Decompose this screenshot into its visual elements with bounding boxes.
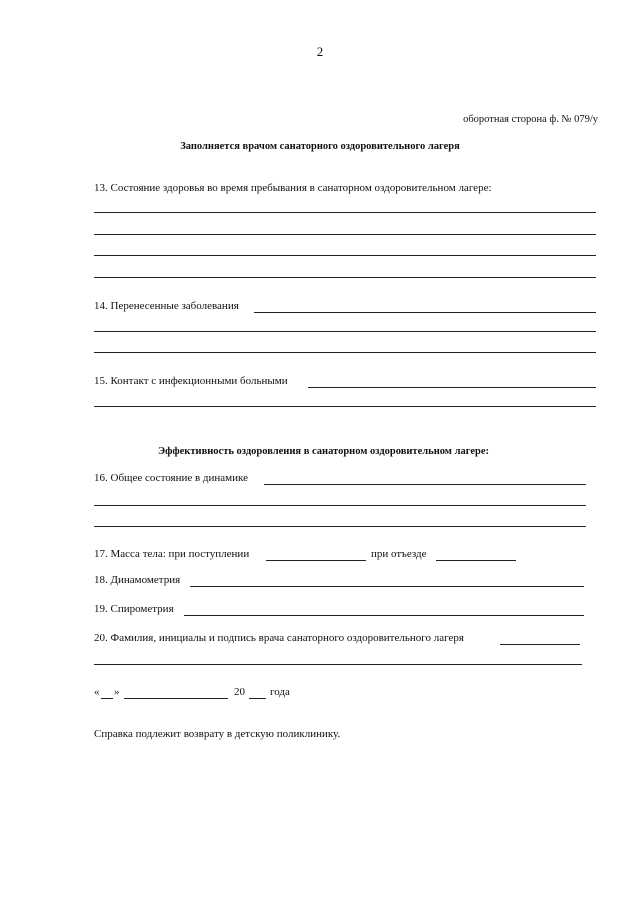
form-reference: оборотная сторона ф. № 079/у: [463, 114, 598, 125]
date-quote-open: «: [94, 686, 100, 698]
item-16-line-2[interactable]: [94, 505, 586, 506]
item-17-exit-label: при отъезде: [371, 548, 427, 560]
item-15-line-1[interactable]: [308, 387, 596, 388]
item-15-label: 15. Контакт с инфекционными больными: [94, 375, 288, 387]
item-16-line-1[interactable]: [264, 484, 586, 485]
page-number: 2: [316, 44, 324, 59]
item-14-line-1[interactable]: [254, 312, 596, 313]
date-month-line[interactable]: [124, 698, 228, 699]
item-18-label: 18. Динамометрия: [94, 574, 181, 586]
item-14-line-3[interactable]: [94, 352, 596, 353]
date-suffix: года: [270, 686, 290, 698]
item-14-label: 14. Перенесенные заболевания: [94, 300, 239, 312]
item-13-line-2[interactable]: [94, 234, 596, 235]
item-20-signature-line[interactable]: [500, 644, 580, 645]
item-16-label: 16. Общее состояние в динамике: [94, 472, 248, 484]
item-15-line-2[interactable]: [94, 406, 596, 407]
item-13-label: 13. Состояние здоровья во время пребывания в санаторном оздоровительном лагере:: [94, 182, 492, 194]
item-13-line-1[interactable]: [94, 212, 596, 213]
date-year-line[interactable]: [249, 698, 266, 699]
item-14-line-2[interactable]: [94, 331, 596, 332]
date-day-line[interactable]: [101, 698, 113, 699]
item-18-line[interactable]: [190, 586, 584, 587]
date-quote-close: »: [114, 686, 120, 698]
item-13-line-3[interactable]: [94, 255, 596, 256]
item-13-line-4[interactable]: [94, 277, 596, 278]
item-17-arrival-line[interactable]: [266, 560, 366, 561]
item-17-label: 17. Масса тела: при поступлении: [94, 548, 250, 560]
item-19-label: 19. Спирометрия: [94, 603, 174, 615]
heading-effectiveness: Эффективность оздоровления в санаторном оздоровительном лагере:: [158, 446, 489, 457]
item-20-label: 20. Фамилия, инициалы и подпись врача санаторного оздоровительного лагеря: [94, 632, 464, 644]
item-16-line-3[interactable]: [94, 526, 586, 527]
item-20-line-2[interactable]: [94, 664, 582, 665]
item-19-line[interactable]: [184, 615, 584, 616]
heading-doctor: Заполняется врачом санаторного оздоровительного лагеря: [180, 141, 460, 152]
footer-note: Справка подлежит возврату в детскую поликлинику.: [94, 728, 341, 740]
date-year-prefix: 20: [234, 686, 245, 698]
item-17-exit-line[interactable]: [436, 560, 516, 561]
